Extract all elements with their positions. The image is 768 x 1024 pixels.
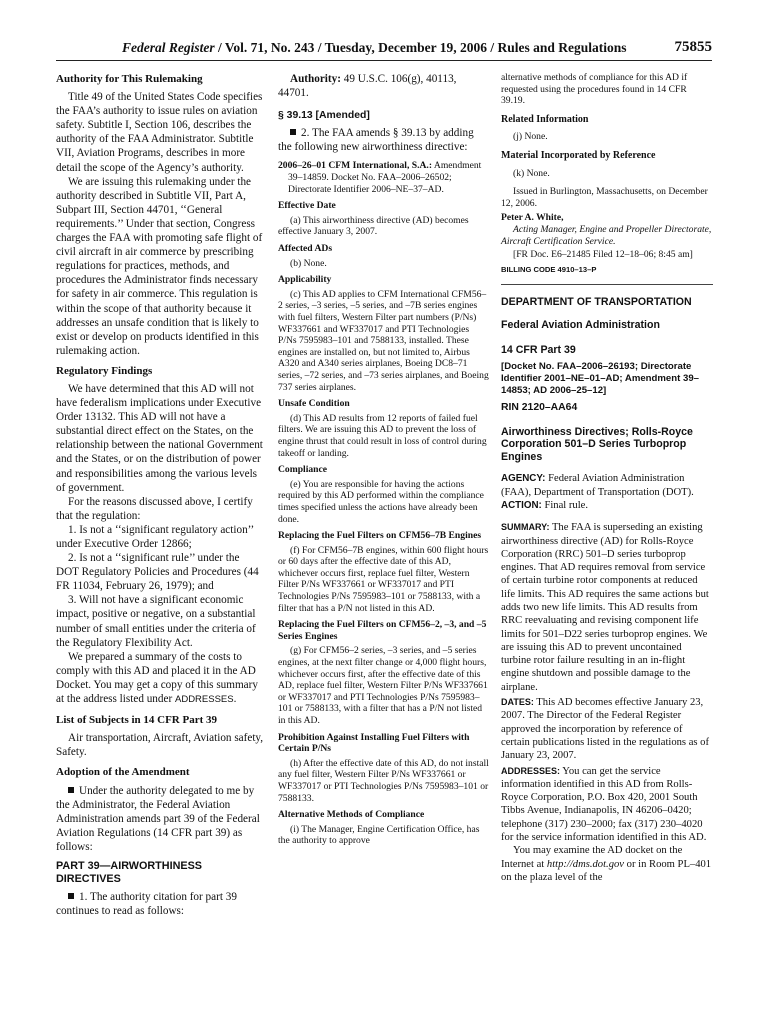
column-1 (56, 72, 264, 918)
column-3 (501, 72, 713, 884)
page-header (56, 38, 712, 61)
summary-label: SUMMARY: (501, 522, 550, 533)
paragraph: (f) For CFM56–7B engines, within 600 flight hours or 60 days after the effective date of this AD, whichever occurs first, replace fuel filter, Western Filter P/Ns WF337661 or WF337017 and PTI Technologies P/Ns 7595983–101 or 7588133, with a filter that has a P/N not listed in this AD. (278, 544, 489, 614)
cfr-part: 14 CFR Part 39 (501, 343, 576, 356)
action-label: ACTION: (501, 499, 542, 511)
paragraph: Title 49 of the United States Code specifies the FAA’s authority to issue rules on aviation safety. Subtitle I, Section 106, describes the authority of the FAA Administrator. Subtitle VII, Aviation Programs, describes in more detail the scope of the Agency’s authority. (56, 91, 263, 174)
authority-text: 49 U.S.C. 106(g), 40113, 44701. (278, 73, 457, 100)
list-item: 2. Is not a ‘‘significant rule’’ under the DOT Regulatory Policies and Procedures (44 FR 11034, February 26, 1979); and (56, 552, 259, 593)
billing-code: BILLING CODE 4910–13–P (501, 263, 713, 285)
heading-effective-date: Effective Date (278, 200, 336, 212)
document-title: Airworthiness Directives; Rolls-Royce Corporation 501–D Series Turboprop Engines (501, 425, 693, 463)
heading-subjects: List of Subjects in 14 CFR Part 39 (56, 714, 218, 727)
agency-name: Federal Aviation Administration (501, 318, 660, 331)
issued-line: Issued in Burlington, Massachusetts, on December 12, 2006. (501, 185, 708, 209)
addresses-text: You can get the service information identified in this AD from Rolls-Royce Corporation, P.O. Box 420, 2001 South Tibbs Avenue, Indianapolis, IN 46206–0420; telephone (317) 230–2000; fax (317) 230–4020 for the service information identified in this AD. (501, 765, 707, 844)
rin: RIN 2120–AA64 (501, 401, 578, 413)
heading-prohibition: Prohibition Against Installing Fuel Filters with Certain P/Ns (278, 731, 470, 755)
heading-alternative: Alternative Methods of Compliance (278, 809, 425, 821)
paragraph: For the reasons discussed above, I certify that the regulation: (56, 495, 253, 522)
authority-citation (278, 72, 490, 100)
summary-text: The FAA is superseding an existing airworthiness directive (AD) for Rolls-Royce Corporation (RRC) 501–D series turboprop engines. That AD requires removal from service of certain turbine rotor components at reduced life limits. This AD requires the same actions but adds two new life limits. This AD results from RRC reevaluating and revising component life limits for 501–D22 series turboprop engines. We are issuing this AD to prevent uncontained turbine rotor failure resulting in an in-flight engine shutdown and possible damage to the airplane. (501, 522, 709, 693)
ad-text: Amendment 39–14859. Docket No. FAA–2006–26502; Directorate Identifier 2006–NE–37–AD. (288, 160, 482, 195)
examine-block (501, 844, 713, 884)
heading-replace-7b: Replacing the Fuel Filters on CFM56–7B Engines (278, 530, 482, 542)
dates-text: This AD becomes effective January 23, 2007. The Director of the Federal Register approved the incorporation by reference of certain publications listed in the regulations as of January 23, 2007. (501, 697, 709, 762)
paragraph: alternative methods of compliance for this AD if requested using the procedures found in 14 CFR 39.19. (501, 72, 688, 107)
heading-compliance: Compliance (278, 464, 328, 476)
list-item: 3. Will not have a significant economic impact, positive or negative, on a substantial number of small entities under the criteria of the Regulatory Flexibility Act. (56, 594, 256, 649)
paragraph: We have determined that this AD will not have federalism implications under Executive Order 13132. This AD will not have a substantial direct effect on the States, on the relationship between the national Government and the States, or on the distribution of power and responsibilities among the various levels of government. (56, 382, 263, 494)
paragraph-text: We prepared a summary of the costs to comply with this AD and placed it in the AD Docket. You may get a copy of this summary at the address listed under (56, 650, 258, 706)
paragraph (56, 650, 264, 707)
ad-number: 2006–26–01 CFM International, S.A.: (278, 160, 433, 172)
heading-findings: Regulatory Findings (56, 364, 153, 377)
list-item: 1. Is not a ‘‘significant regulatory action’’ under Executive Order 12866; (56, 523, 254, 550)
action-text: Final rule. (541, 499, 589, 511)
punct: . (233, 693, 237, 706)
addresses-block (501, 765, 713, 845)
heading-applicability: Applicability (278, 274, 332, 286)
agency-text: Federal Aviation Administration (FAA), Department of Transportation (DOT). (501, 473, 694, 498)
addresses-label: ADDRESSES: (501, 765, 561, 776)
paragraph-text: 2. The FAA amends § 39.13 by adding the following new airworthiness directive: (278, 127, 474, 154)
examine-text: You may examine the AD docket on the Internet at (501, 845, 683, 870)
column-2 (278, 72, 490, 847)
paragraph-text: Under the authority delegated to me by the Administrator, the Federal Aviation Administration amends part 39 of the Federal Aviation Regulations (14 CFR part 39) as follows: (56, 784, 260, 853)
paragraph (278, 126, 490, 154)
examine-end: or in Room PL–401 on the plaza level of the (501, 858, 712, 883)
paragraph (56, 784, 264, 854)
heading-affected: Affected ADs (278, 243, 333, 255)
department: DEPARTMENT OF TRANSPORTATION (501, 296, 692, 309)
dates-label: DATES: (501, 697, 534, 708)
paragraph: (c) This AD applies to CFM International CFM56–2 series, –3 series, –5 series, and –7B series engines with fuel filters, Western Filter part numbers (P/Ns) WF337661 and WF337017 and PTI Technologies P/Ns 7595983–101 and 7588133, installed. These engines are installed on, but not limited to, Airbus A320 and A340 series airplanes, Boeing DC8–71 series, –72 series, and –73 series airplanes, and Boeing 737 series airplanes. (278, 288, 489, 393)
paragraph-text: 1. The authority citation for part 39 continues to read as follows: (56, 890, 237, 918)
bullet-square-icon (68, 787, 74, 793)
paragraph: We are issuing this rulemaking under the authority described in Subtitle VII, Part A, Subpart III, Section 44701, ‘‘General requirements.’’ Under that section, Congress charges the FAA with promoting safe flight of civil aircraft in air commerce by prescribing regulations for practices, methods, and procedures the Administrator finds necessary for safety in air commerce. This regulation is within the scope of that authority because it addresses an unsafe condition that is likely to exist or develop on products identified in this rulemaking action. (56, 175, 263, 357)
heading-adoption: Adoption of the Amendment (56, 766, 190, 779)
section-amended: § 39.13 [Amended] (278, 110, 370, 122)
heading-unsafe: Unsafe Condition (278, 398, 350, 410)
paragraph: (h) After the effective date of this AD, do not install any fuel filter, Western Filter P/Ns WF337661 or WF337017 or PTI Technologies P/Ns 7595983–101 or 7588133. (278, 757, 489, 804)
paragraph: (i) The Manager, Engine Certification Office, has the authority to approve (278, 823, 480, 847)
heading-material: Material Incorporated by Reference (501, 150, 656, 162)
paragraph: (b) None. (290, 257, 327, 269)
heading-authority: Authority for This Rulemaking (56, 73, 203, 85)
agency-block (501, 472, 713, 499)
authority-label: Authority: (290, 73, 341, 85)
bullet-square-icon (290, 129, 296, 135)
paragraph: (k) None. (513, 167, 550, 179)
header-citation (122, 40, 627, 56)
signer-title: Acting Manager, Engine and Propeller Directorate, Aircraft Certification Service. (501, 224, 712, 248)
paragraph: (e) You are responsible for having the actions required by this AD performed within the compliance times specified unless the actions have already been done. (278, 478, 484, 525)
heading-related: Related Information (501, 113, 589, 125)
signer-name: Peter A. White, (501, 212, 564, 224)
summary-block (501, 521, 713, 694)
paragraph (56, 890, 264, 918)
agency-label: AGENCY: (501, 473, 546, 485)
ad-identifier (278, 160, 490, 195)
dates-block (501, 696, 713, 762)
paragraph: Air transportation, Aircraft, Aviation safety, Safety. (56, 732, 264, 759)
heading-part: PART 39—AIRWORTHINESS DIRECTIVES (56, 859, 202, 885)
paragraph: (a) This airworthiness directive (AD) becomes effective January 3, 2007. (278, 214, 469, 238)
journal-name: Federal Register (122, 40, 215, 55)
docket-link[interactable]: http://dms.dot.gov (546, 858, 624, 870)
paragraph: (d) This AD results from 12 reports of failed fuel filters. We are issuing this AD to prevent the loss of engine thrust that could result in loss of control during takeoff or landing. (278, 412, 487, 459)
docket: [Docket No. FAA–2006–26193; Directorate Identifier 2001–NE–01–AD; Amendment 39–14853; AD 2006–25–12] (501, 361, 699, 396)
action-block (501, 499, 713, 512)
bullet-square-icon (68, 893, 74, 899)
paragraph: (g) For CFM56–2 series, –3 series, and –5 series engines, at the next filter change or 4,000 flight hours, whichever occurs first, after the effective date of this AD, replace fuel filter, Western Filter P/Ns WF337661 or WF337017 and PTI Technologies P/Ns 7595983–101 or 7588133, with a filter that has a P/N not listed in this AD. (278, 645, 488, 726)
heading-replace-2-3-5: Replacing the Fuel Filters on CFM56–2, –3, and –5 Series Engines (278, 619, 487, 642)
page-number: 75855 (674, 39, 712, 55)
issue-info: / Vol. 71, No. 243 / Tuesday, December 19, 2006 / Rules and Regulations (214, 40, 627, 55)
paragraph: (j) None. (513, 131, 548, 143)
addresses-ref: ADDRESSES (175, 694, 234, 706)
fr-doc: [FR Doc. E6–21485 Filed 12–18–06; 8:45 am] (513, 248, 693, 260)
